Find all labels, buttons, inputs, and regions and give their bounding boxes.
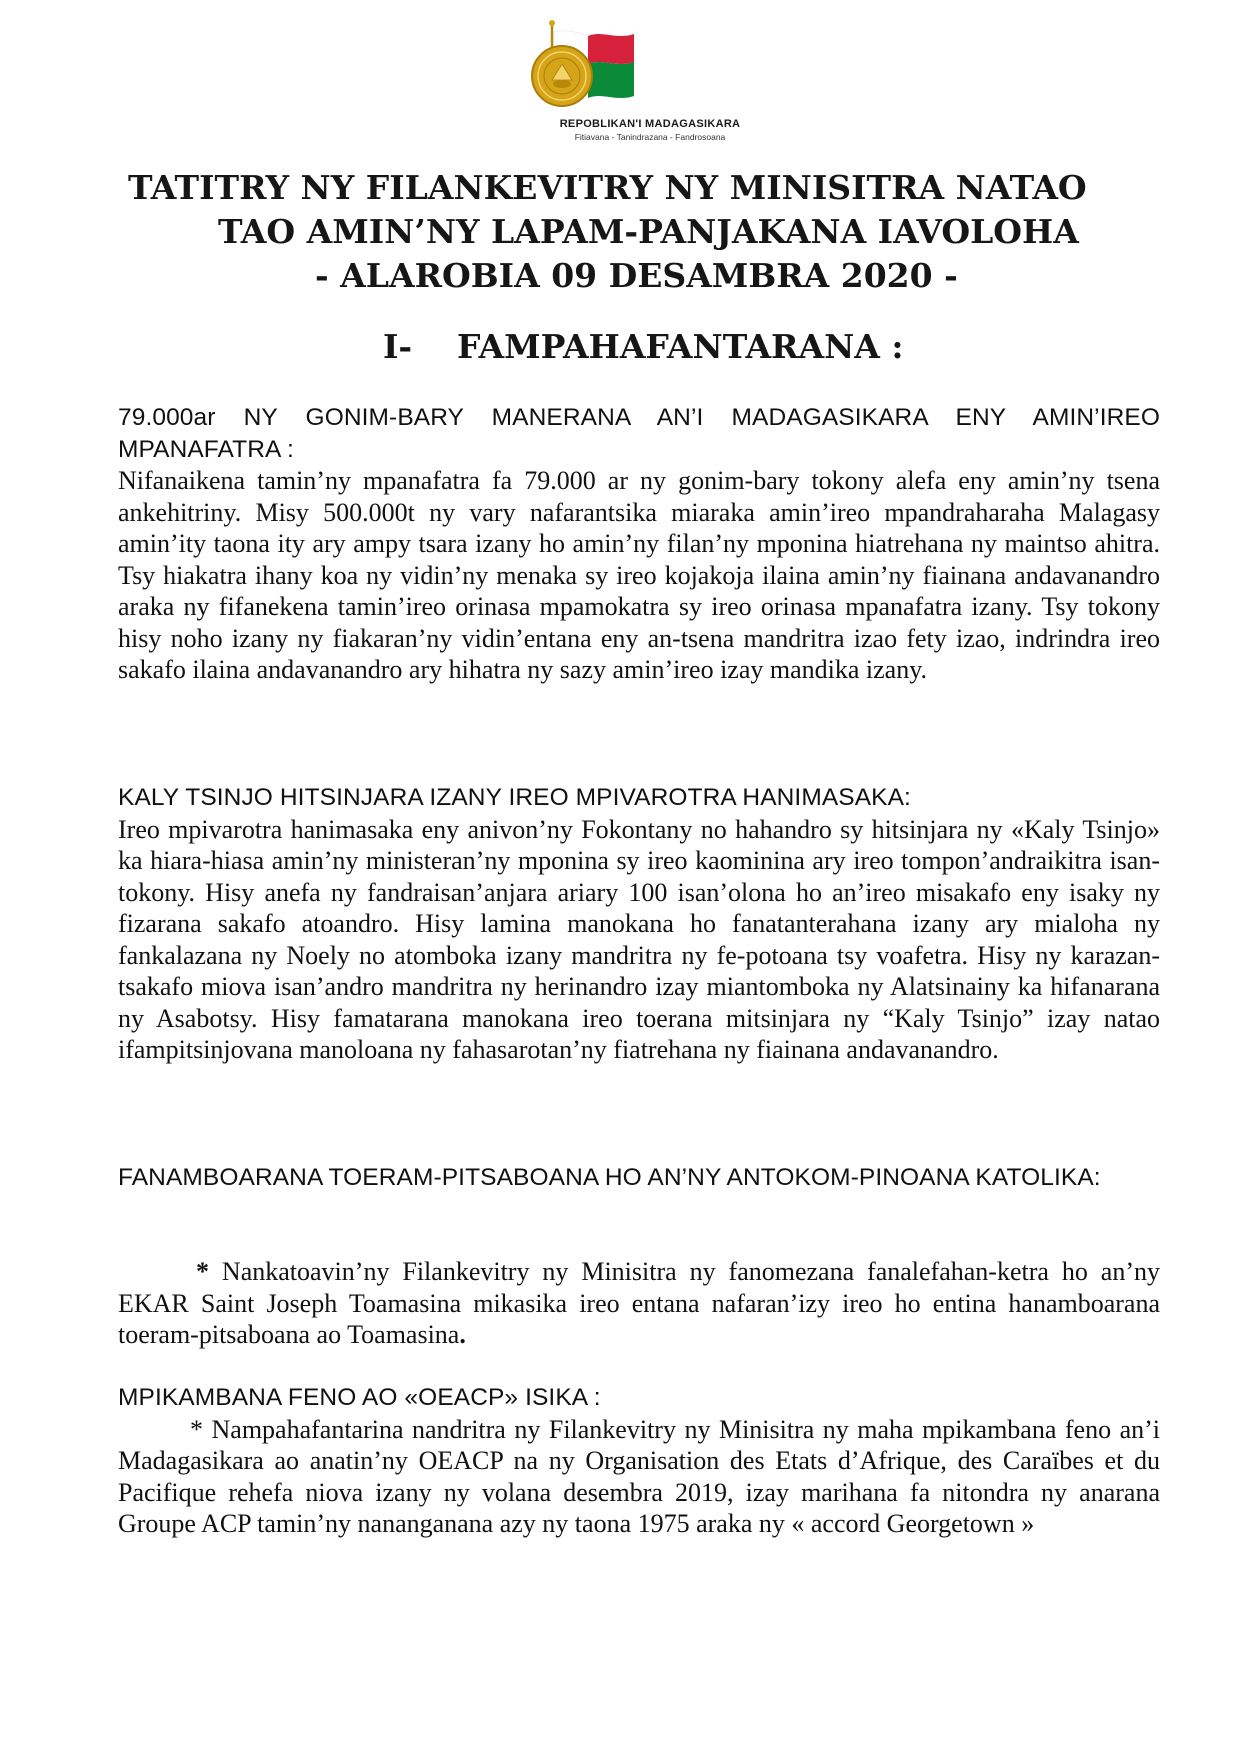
section-number: I- bbox=[383, 327, 413, 366]
section-title: FAMPAHAFANTARANA : bbox=[457, 327, 904, 366]
document-title-line-2: TAO AMIN’NY LAPAM-PANJAKANA IAVOLOHA bbox=[218, 212, 1079, 251]
item-heading: FANAMBOARANA TOERAM-PITSABOANA HO AN’NY ANTOKOM-PINOANA KATOLIKA: bbox=[118, 1164, 1101, 1191]
bullet-asterisk: * bbox=[190, 1414, 203, 1444]
bullet-asterisk: * bbox=[196, 1257, 209, 1286]
item-paragraph: Nifanaikena tamin’ny mpanafatra fa 79.000 ar ny gonim-bary tokony alefa eny amin’ny tsena ankehitriny. Misy 500.000t ny vary nafarantsika miaraka amin’ireo mpandraharaha Malagasy amin’ity taona ity ary ampy tsara izany ho amin’ny filan’ny mponina hiatrehana ny maintso ahitra. Tsy hiakatra ihany koa ny vidin’ny menaka sy ireo kojakoja ilaina amin’ny fiainana andavanandro araka ny fifanekena tamin’ireo orinasa mpamokatra sy ireo orinasa mpanafatra izany. Tsy tokony hisy noho izany ny fiakaran’ny vidin’entana eny an-tsena mandritra izao fety izao, indrindra ireo sakafo ilaina andavanandro ary hihatra ny sazy amin’ireo izay mandika izany. bbox=[118, 466, 1160, 684]
item-paragraph: Ireo mpivarotra hanimasaka eny anivon’ny Fokontany no hahandro sy hitsinjara ny «Kaly Tsinjo» ka hiara-hiasa amin’ny ministeran’ny mponina sy ireo kaominina ary ireo tompon’andraikitra isan-tokony. Hisy anefa ny fandraisan’anjara ariary 100 isan’olona ho an’ireo misakafo eny isaky ny fizarana sakafo atoandro. Hisy lamina manokana ho fanatanterahana izany ary mialoha ny fankalazana ny Noely no atomboka izany mandritra ny fe-potoana tsy voafetra. Hisy ny karazan-tsakafo miova isan’andro mandritra ny herinandro izay miantomboka ny Alatsinainy ka hifanarana ny Asabotsy. Hisy famatarana manokana ireo toerana mitsinjara ny “Kaly Tsinjo” izay natao ifampitsinjovana manoloana ny fahasarotan’ny fiatrehana ny fiainana andavanandro. bbox=[118, 814, 1160, 1064]
item-kaly-tsinjo bbox=[118, 782, 1160, 1066]
item-paragraph: Nampahafantarina nandritra ny Filankevitry ny Minisitra ny maha mpikambana feno an’i Madagasikara ao anatin’ny OEACP na ny Organisation des Etats d’Afrique, des Caraïbes et du Pacifique rehefa niova izany ny volana desembra 2019, izay marihana fa nitondra ny anarana Groupe ACP tamin’ny nananganana azy ny taona 1975 araka ny « accord Georgetown » bbox=[118, 1414, 1160, 1538]
item-oeacp bbox=[118, 1382, 1160, 1540]
seal-and-flag-icon bbox=[530, 18, 770, 118]
item-catholic-clinic bbox=[118, 1162, 1160, 1194]
item-paragraph: Nankatoavin’ny Filankevitry ny Minisitra ny fanomezana fanalefahan-ketra ho an’ny EKAR Saint Joseph Toamasina mikasika ireo entana nafaran’izy ireo ho entina hanamboarana toeram-pitsaboana ao Toamasina bbox=[118, 1257, 1160, 1349]
document-title-line-1: TATITRY NY FILANKEVITRY NY MINISITRA NATAO bbox=[128, 168, 1087, 207]
republic-logo bbox=[530, 18, 770, 148]
logo-motto: Fitiavana - Tanindrazana - Fandrosoana bbox=[574, 132, 726, 142]
item-heading: KALY TSINJO HITSINJARA IZANY IREO MPIVAROTRA HANIMASAKA: bbox=[118, 784, 911, 811]
section-heading bbox=[383, 327, 904, 366]
logo-title: REPOBLIKAN'I MADAGASIKARA bbox=[559, 118, 741, 130]
item-heading: 79.000ar NY GONIM-BARY MANERANA AN’I MADAGASIKARA ENY AMIN’IREO MPANAFATRA : bbox=[118, 404, 1160, 463]
item-catholic-clinic-body bbox=[118, 1256, 1160, 1351]
document-date-line: - ALAROBIA 09 DESAMBRA 2020 - bbox=[315, 256, 958, 295]
paragraph-end: . bbox=[459, 1320, 466, 1349]
item-rice-import bbox=[118, 402, 1160, 686]
item-heading: MPIKAMBANA FENO AO «OEACP» ISIKA : bbox=[118, 1384, 601, 1411]
